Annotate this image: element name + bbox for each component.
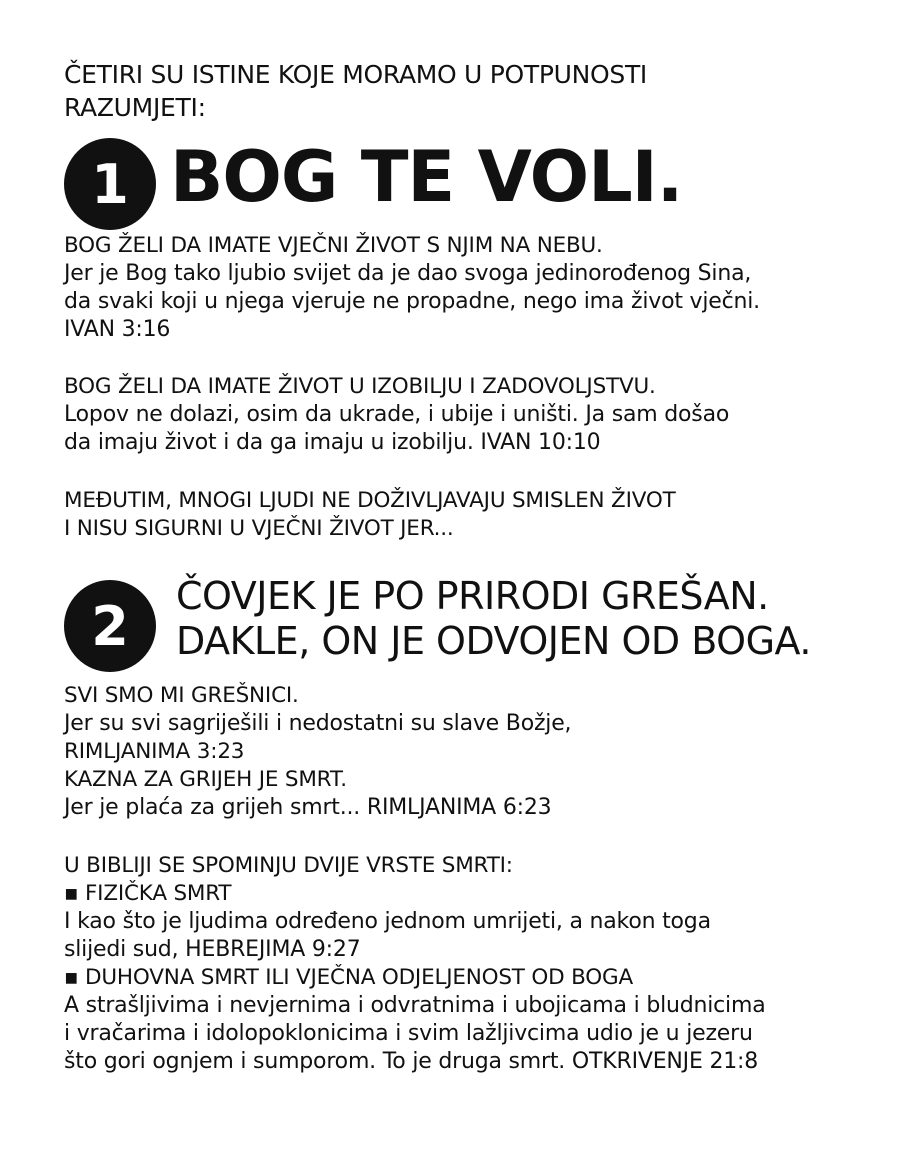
section-heading: BOG TE VOLI. [170,136,683,218]
heading-line: ČOVJEK JE PO PRIRODI GREŠAN. [176,574,769,618]
text-line: da svaki koji u njega vjeruje ne propadne, nego ima život vječni. [64,289,760,314]
text-line: što gori ognjem i sumporom. To je druga smrt. OTKRIVENJE 21:8 [64,1049,759,1074]
text-line: Jer su svi sagriješili i nedostatni su slave Božje, [64,711,572,736]
section-heading [176,574,811,664]
text-line: A strašljivima i nevjernima i odvratnima i ubojicama i bludnicima [64,993,766,1018]
paragraph [64,373,864,457]
intro-heading [64,58,844,124]
section-number-badge: 2 [64,580,156,672]
text-line: slijedi sud, HEBREJIMA 9:27 [64,937,361,962]
paragraph [64,682,864,822]
text-line: BOG ŽELI DA IMATE ŽIVOT U IZOBILJU I ZADOVOLJSTVU. [64,374,656,399]
paragraph [64,852,864,1076]
text-line: RIMLJANIMA 3:23 [64,739,245,764]
text-line: BOG ŽELI DA IMATE VJEČNI ŽIVOT S NJIM NA NEBU. [64,233,603,258]
text-line: I NISU SIGURNI U VJEČNI ŽIVOT JER... [64,516,454,541]
text-line: IVAN 3:16 [64,317,171,342]
bullet-item: ▪ FIZIČKA SMRT [64,881,232,906]
intro-line: RAZUMJETI: [64,93,206,122]
intro-line: ČETIRI SU ISTINE KOJE MORAMO U POTPUNOSTI [64,60,647,89]
text-line: U BIBLIJI SE SPOMINJU DVIJE VRSTE SMRTI: [64,853,513,878]
text-line: Lopov ne dolazi, osim da ukrade, i ubije i uništi. Ja sam došao [64,402,730,427]
text-line: KAZNA ZA GRIJEH JE SMRT. [64,767,347,792]
bullet-item: ▪ DUHOVNA SMRT ILI VJEČNA ODJELJENOST OD BOGA [64,965,633,990]
text-line: i vračarima i idolopoklonicima i svim lažljivcima udio je u jezeru [64,1021,753,1046]
text-line: MEĐUTIM, MNOGI LJUDI NE DOŽIVLJAVAJU SMISLEN ŽIVOT [64,488,676,513]
paragraph [64,232,864,344]
paragraph [64,487,864,543]
text-line: Jer je Bog tako ljubio svijet da je dao svoga jedinorođenog Sina, [64,261,752,286]
heading-line: DAKLE, ON JE ODVOJEN OD BOGA. [176,619,811,663]
text-line: da imaju život i da ga imaju u izobilju. IVAN 10:10 [64,430,601,455]
section-number-badge: 1 [64,138,156,230]
text-line: I kao što je ljudima određeno jednom umrijeti, a nakon toga [64,909,711,934]
text-line: Jer je plaća za grijeh smrt... RIMLJANIMA 6:23 [64,795,552,820]
text-line: SVI SMO MI GREŠNICI. [64,683,299,708]
